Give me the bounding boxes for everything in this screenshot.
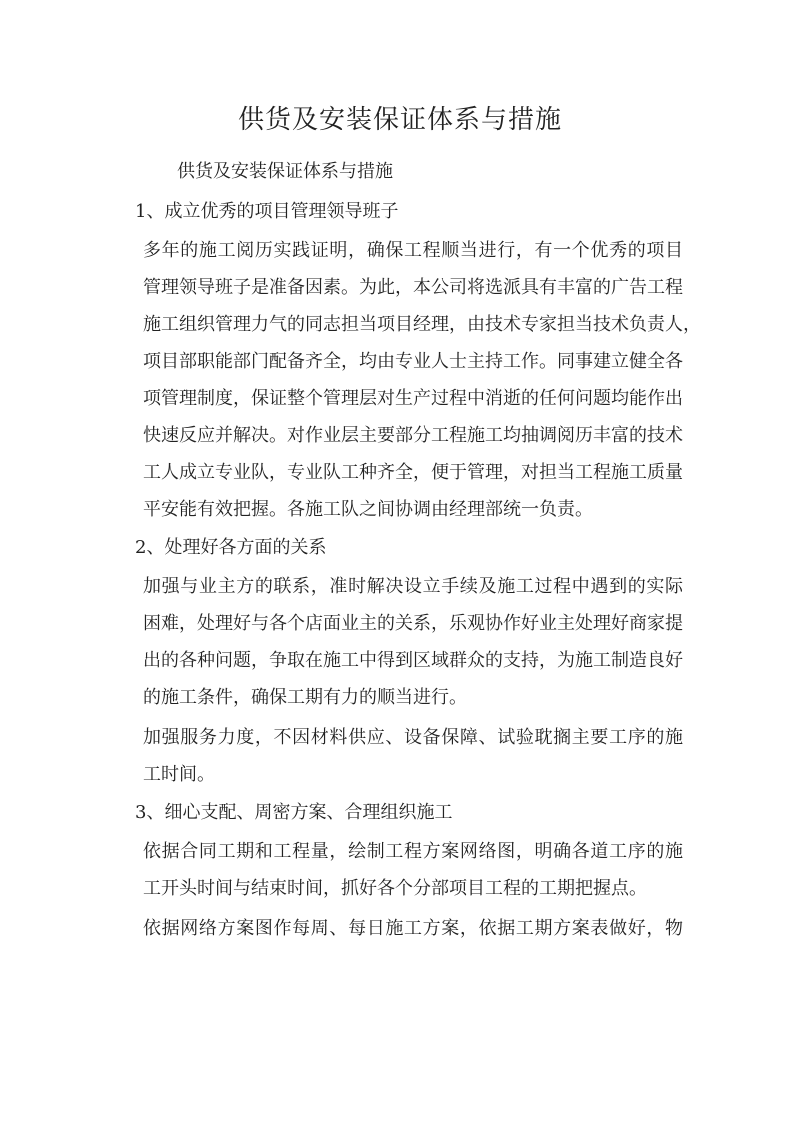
paragraph-line: 施工组织管理力气的同志担当项目经理，由技术专家担当技术负责人， <box>143 314 701 335</box>
paragraph-line: 的施工条件，确保工期有力的顺当进行。 <box>143 687 467 708</box>
paragraph-line: 管理领导班子是准备因素。为此，本公司将选派具有丰富的广告工程 <box>143 277 683 298</box>
paragraph-line: 加强服务力度，不因材料供应、设备保障、试验耽搁主要工序的施 <box>143 727 683 748</box>
section-3-heading: 3、细心支配、周密方案、合理组织施工 <box>135 802 453 823</box>
section-2-heading: 2、处理好各方面的关系 <box>135 537 327 558</box>
paragraph-line: 快速反应并解决。对作业层主要部分工程施工均抽调阅历丰富的技术 <box>143 425 683 446</box>
document-subtitle: 供货及安装保证体系与措施 <box>177 161 393 182</box>
section-3-paragraph-2 <box>143 910 683 947</box>
paragraph-line: 出的各种问题，争取在施工中得到区域群众的支持，为施工制造良好 <box>143 650 683 671</box>
document-body <box>135 152 701 947</box>
paragraph-line: 项管理制度，保证整个管理层对生产过程中消逝的任何问题均能作出 <box>143 388 683 409</box>
paragraph-line: 多年的施工阅历实践证明，确保工程顺当进行，有一个优秀的项目 <box>143 240 683 261</box>
paragraph-line: 平安能有效把握。各施工队之间协调由经理部统一负责。 <box>143 499 593 520</box>
document-title: 供货及安装保证体系与措施 <box>237 105 562 135</box>
paragraph-line: 依据网络方案图作每周、每日施工方案，依据工期方案表做好，物 <box>143 918 683 939</box>
section-3-paragraph-1 <box>143 833 683 907</box>
section-2-paragraph-1 <box>143 568 683 716</box>
section-2-paragraph-2 <box>143 719 683 793</box>
section-1-heading: 1、成立优秀的项目管理领导班子 <box>135 201 399 222</box>
section-1-paragraph <box>143 232 701 528</box>
paragraph-line: 工人成立专业队，专业队工种齐全，便于管理，对担当工程施工质量 <box>143 462 683 483</box>
paragraph-line: 加强与业主方的联系，准时解决设立手续及施工过程中遇到的实际 <box>143 576 683 597</box>
paragraph-line: 依据合同工期和工程量，绘制工程方案网络图，明确各道工序的施 <box>143 841 683 862</box>
paragraph-line: 项目部职能部门配备齐全，均由专业人士主持工作。同事建立健全各 <box>143 351 683 372</box>
paragraph-line: 工时间。 <box>143 764 215 785</box>
paragraph-line: 困难，处理好与各个店面业主的关系，乐观协作好业主处理好商家提 <box>143 613 683 634</box>
paragraph-line: 工开头时间与结束时间，抓好各个分部项目工程的工期把握点。 <box>143 878 647 899</box>
